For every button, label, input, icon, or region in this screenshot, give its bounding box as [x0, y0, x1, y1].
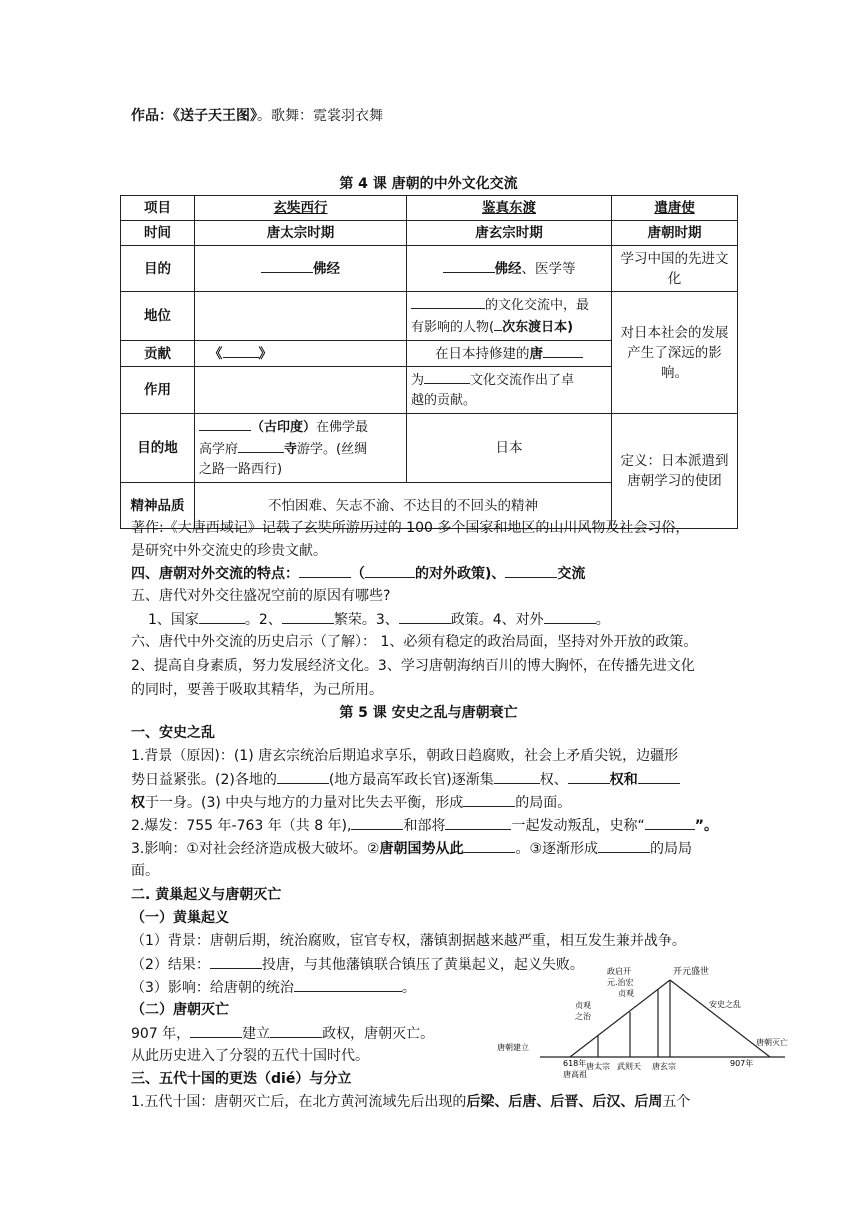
table-cell: 唐太宗时期 [195, 221, 407, 246]
tang-timeline-diagram [495, 960, 810, 1080]
body-line: 面。 [131, 863, 159, 879]
table-cell: 在日本持修建的唐 [407, 341, 612, 367]
end-label: 唐朝灭亡 [756, 1038, 788, 1047]
row-label: 精神品质 [121, 483, 195, 529]
body-line: 907 年， 建立 政权，唐朝灭亡。 [131, 1023, 434, 1044]
table-cell: 为 文化交流作出了卓 越的贡献。 [407, 367, 612, 414]
zg-label: 之治 [575, 1012, 591, 1021]
table-cell: 唐玄宗时期 [407, 221, 612, 246]
body-line: （2）结果： 投唐，与其他藩镇联合镇压了黄巢起义，起义失败。 [131, 954, 584, 975]
heading-3: 三、五代十国的更迭（dié）与分立 [131, 1071, 352, 1087]
row-label: 目的 [121, 246, 195, 292]
row-label: 贡献 [121, 341, 195, 367]
body-line: 从此历史进入了分裂的五代十国时代。 [131, 1048, 369, 1064]
note-line: 著作:《大唐西域记》记载了玄奘所游历过的 100 多个国家和地区的山川风物及社会习俗， [131, 520, 690, 536]
table-cell [195, 292, 407, 341]
year-label: 618年 [563, 1059, 587, 1068]
heading-2a: （一）黄巢起义 [131, 910, 229, 926]
table-cell: 的文化交流中，最 有影响的人物( 次东渡日本) [407, 292, 612, 341]
table-cell: 对日本社会的发展产生了深远的影响。 [612, 292, 738, 414]
table-cell: （古印度）在佛学最 高学府 寺游学。(丝绸 之路一路西行) [195, 414, 407, 483]
works-line: 作品：《送子天王图》。歌舞：霓裳羽衣舞 [131, 108, 383, 124]
zg-label: 贞观 [575, 1001, 591, 1010]
body-line: 3.影响：①对社会经济造成极大破坏。②唐朝国势从此 。③逐渐形成 的局局 [131, 838, 692, 859]
body-line: 1.背景（原因)：(1) 唐玄宗统治后期追求享乐，朝政日趋腐败，社会上矛盾尖锐，边疆形 [131, 748, 679, 764]
section-4: 四、唐朝对外交流的特点： （ 的对外政策)、 交流 [131, 563, 585, 584]
exchange-table [120, 195, 738, 529]
table-cell: 学习中国的先进文化 [612, 246, 738, 292]
note-line: 是研究中外交流史的珍贵文献。 [131, 543, 327, 559]
ruler-label: 唐太宗 [586, 1062, 610, 1071]
table-row [121, 221, 738, 246]
lesson4-title: 第 4 课 唐朝的中外文化交流 [339, 176, 518, 192]
ruler-label: 武则天 [617, 1062, 641, 1071]
zk-label: 元.治宏 [607, 978, 634, 987]
row-label: 作用 [121, 367, 195, 414]
row-label: 目的地 [121, 414, 195, 483]
section-6-line: 的同时，要善于吸取其精华，为己所用。 [131, 682, 383, 698]
table-header: 玄奘西行 [195, 196, 407, 221]
fall-line [670, 980, 770, 1057]
table-row [121, 196, 738, 221]
table-cell: 《 》 [195, 341, 407, 367]
body-line: （3）影响：给唐朝的统治 。 [131, 977, 416, 998]
section-5: 五、唐代对外交往盛况空前的原因有哪些? [131, 588, 391, 604]
row-label: 地位 [121, 292, 195, 341]
body-line: 1.五代十国：唐朝灭亡后，在北方黄河流域先后出现的后梁、后唐、后晋、后汉、后周五个 [131, 1094, 691, 1110]
zk-label: 贞观 [618, 989, 634, 998]
table-cell: 佛经、医学等 [407, 246, 612, 292]
body-line: （1）背景：唐朝后期，统治腐败，宦官专权，藩镇割据越来越严重，相互发生兼并战争。 [131, 933, 686, 949]
table-header: 鉴真东渡 [407, 196, 612, 221]
heading-2: 二. 黄巢起义与唐朝灭亡 [131, 887, 282, 903]
table-header: 项目 [121, 196, 195, 221]
section-6-line: 六、唐代中外交流的历史启示（了解）： 1、必须有稳定的政治局面，坚持对外开放的政策。 [131, 634, 698, 650]
ruler-label: 唐高祖 [563, 1070, 587, 1079]
body-line: 势日益紧张。(2)各地的 (地方最高军政长官)逐渐集 权、 权和 [131, 769, 680, 790]
ruler-label: 唐玄宗 [652, 1062, 676, 1071]
year-label: 907年 [730, 1059, 754, 1068]
section-6-line: 2、提高自身素质，努力发展经济文化。3、学习唐朝海纳百川的博大胸怀，在传播先进文化 [131, 658, 695, 674]
zk-label: 政启开 [607, 967, 631, 976]
table-row [121, 246, 738, 292]
table-cell: 唐朝时期 [612, 221, 738, 246]
body-line: 权于一身。(3) 中央与地方的力量对比失去平衡，形成 的局面。 [131, 792, 571, 813]
heading-2b: （二）唐朝灭亡 [131, 1002, 229, 1018]
table-row [121, 292, 738, 341]
peak-label: 开元盛世 [673, 967, 710, 977]
table-cell: 佛经 [195, 246, 407, 292]
table-cell: 不怕困难、矢志不渝、不达目的不回头的精神 [195, 483, 612, 529]
anshi-label: 安史之乱 [709, 1000, 741, 1009]
table-row [121, 414, 738, 483]
lesson5-title: 第 5 课 安史之乱与唐朝衰亡 [339, 705, 518, 721]
table-header: 遣唐使 [612, 196, 738, 221]
table-cell [195, 367, 407, 414]
row-label: 时间 [121, 221, 195, 246]
body-line: 2.爆发：755 年-763 年（共 8 年), 和部将 一起发动叛乱，史称“ ”。 [131, 815, 718, 836]
table-cell: 日本 [407, 414, 612, 483]
section-5-items: 1、国家 。2、 繁荣。3、 政策。4、对外 。 [148, 609, 610, 630]
heading-1: 一、安史之乱 [131, 725, 215, 741]
start-label: 唐朝建立 [497, 1043, 529, 1052]
table-cell: 定义：日本派遣到唐朝学习的使团 [612, 414, 738, 529]
